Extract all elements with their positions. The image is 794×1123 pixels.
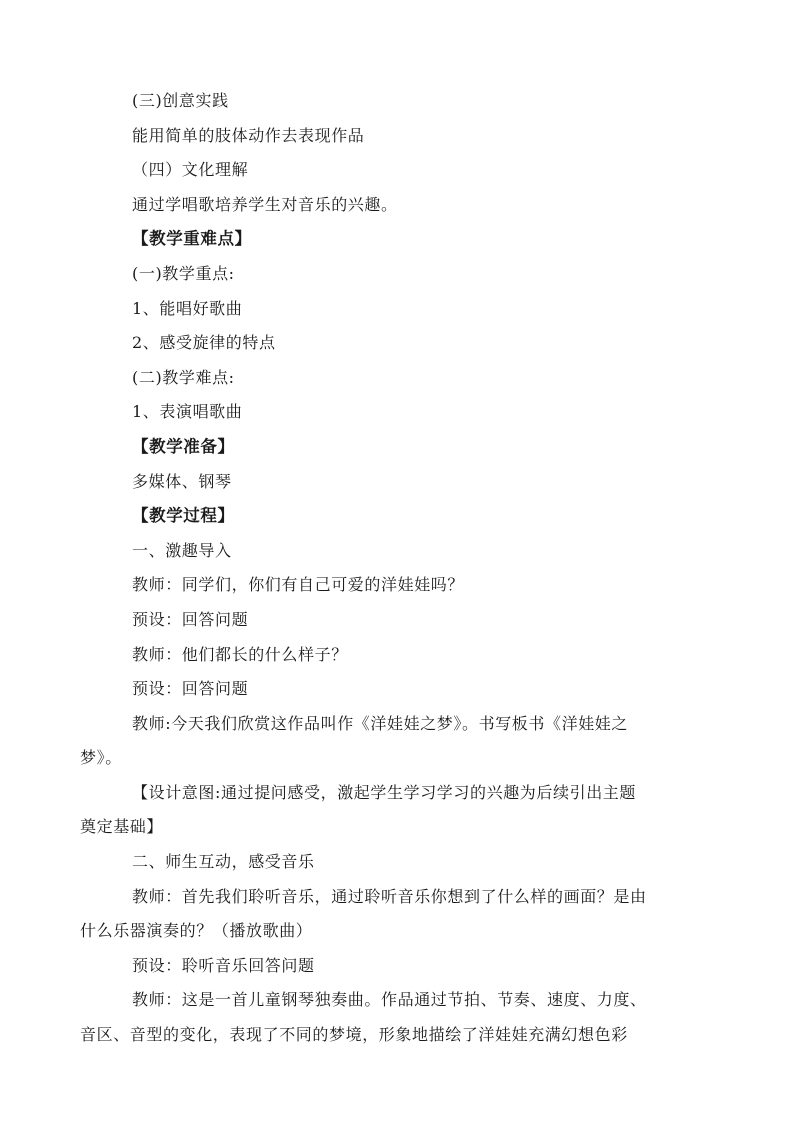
dialogue-line: 教师：同学们，你们有自己可爱的洋娃娃吗？ — [132, 575, 465, 595]
heading-key-difficult-points: 【教学重难点】 — [132, 229, 252, 249]
list-item: 2、感受旋律的特点 — [132, 333, 276, 353]
dialogue-line: 教师：首先我们聆听音乐，通过聆听音乐你想到了什么样的画面？是由 — [132, 886, 647, 906]
subheading-difficult-points: (二)教学难点: — [132, 367, 235, 387]
dialogue-line: 预设：聆听音乐回答问题 — [132, 955, 315, 975]
paragraph-line: 通过学唱歌培养学生对音乐的兴趣。 — [132, 194, 398, 214]
design-intent-note: 【设计意图:通过提问感受，激起学生学习学习的兴趣为后续引出主题 — [132, 782, 636, 802]
dialogue-line: 教师：他们都长的什么样子？ — [132, 644, 348, 664]
section-creative-practice: (三)创意实践 — [132, 91, 229, 110]
heading-teaching-process: 【教学过程】 — [132, 506, 235, 526]
list-item: 1、能唱好歌曲 — [132, 298, 243, 318]
dialogue-line: 预设：回答问题 — [132, 609, 249, 629]
subheading-introduction: 一、激趣导入 — [132, 540, 232, 560]
subheading-key-points: (一)教学重点: — [132, 263, 235, 283]
dialogue-line-continued: 什么乐器演奏的？（播放歌曲） — [80, 921, 313, 941]
dialogue-line: 教师:今天我们欣赏这作品叫作《洋娃娃之梦》。书写板书《洋娃娃之 — [132, 713, 628, 733]
dialogue-line-continued: 梦》。 — [80, 748, 122, 768]
paragraph-line: 多媒体、钢琴 — [132, 471, 232, 491]
section-cultural-understanding: （四）文化理解 — [132, 160, 249, 180]
document-body — [80, 84, 720, 1053]
list-item: 1、表演唱歌曲 — [132, 402, 243, 422]
dialogue-line: 教师：这是一首儿童钢琴独奏曲。作品通过节拍、节奏、速度、力度、 — [132, 990, 647, 1010]
dialogue-line-continued: 音区、音型的变化，表现了不同的梦境，形象地描绘了洋娃娃充满幻想色彩 — [80, 1025, 628, 1045]
design-intent-note-continued: 奠定基础】 — [80, 817, 164, 837]
dialogue-line: 预设：回答问题 — [132, 679, 249, 699]
heading-teaching-preparation: 【教学准备】 — [132, 436, 235, 456]
paragraph-line: 能用简单的肢体动作去表现作品 — [132, 125, 365, 145]
subheading-interaction: 二、师生互动，感受音乐 — [132, 852, 315, 872]
